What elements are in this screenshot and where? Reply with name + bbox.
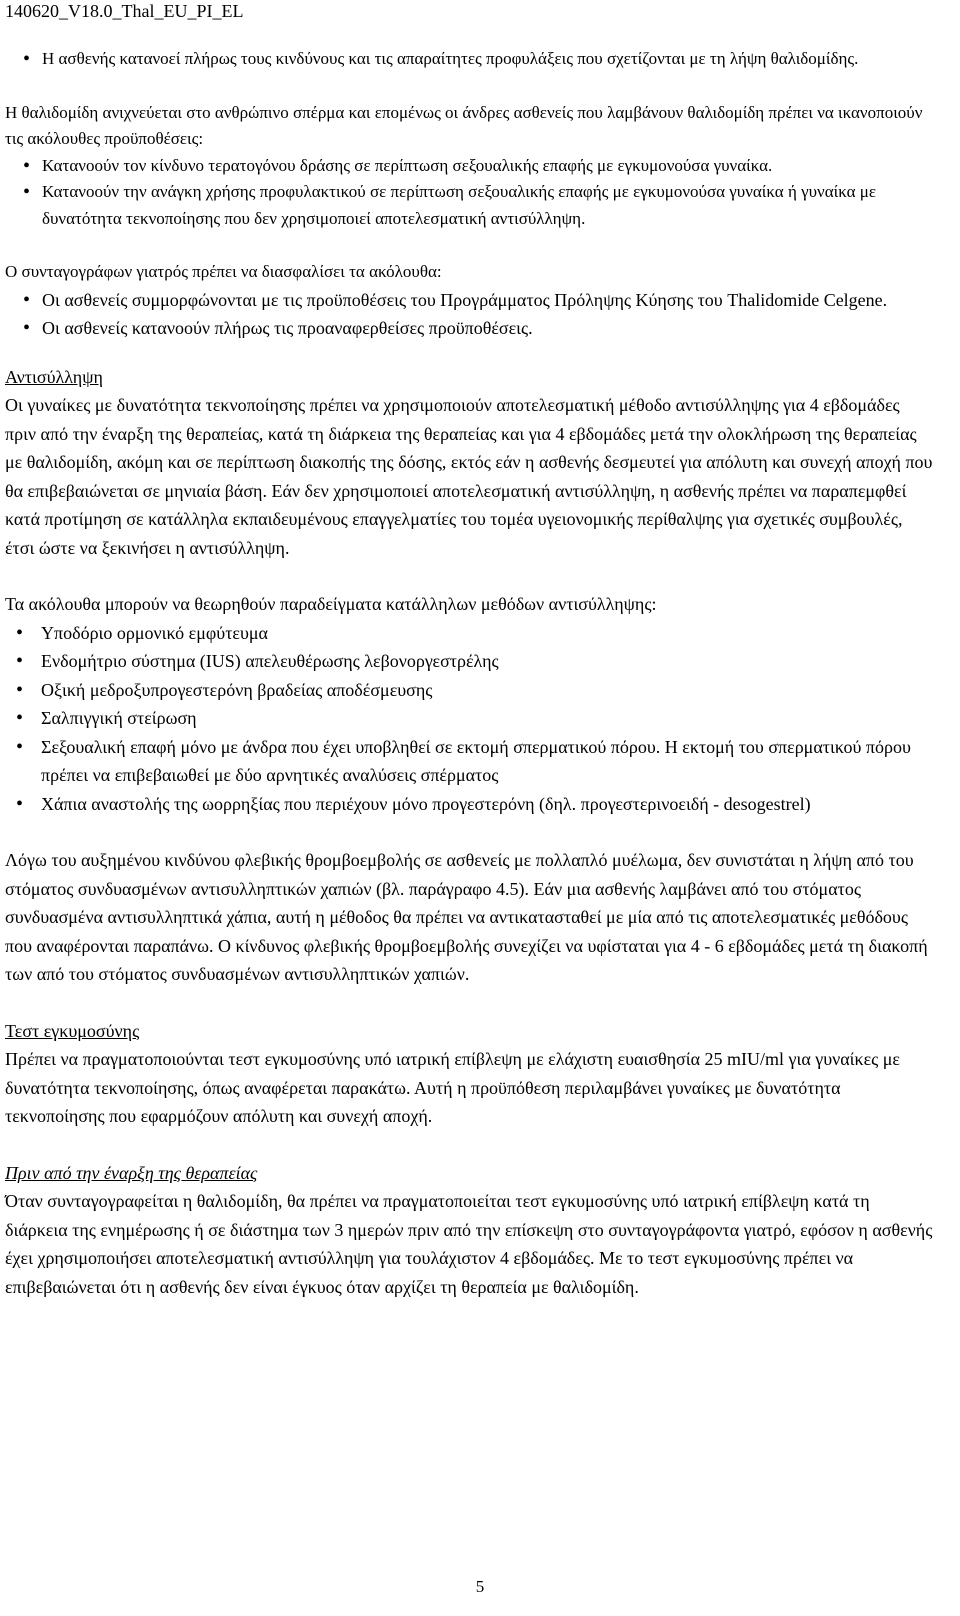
page-number: 5 bbox=[475, 1577, 485, 1596]
prescriber-intro: Ο συνταγογράφων γιατρός πρέπει να διασφαλίσει τα ακόλουθα: bbox=[5, 262, 442, 281]
patient-understanding-list bbox=[5, 46, 935, 73]
list-item: • Υποδόριο ορμονικό εμφύτευμα bbox=[5, 619, 935, 648]
bullet-icon: • bbox=[23, 317, 31, 339]
bullet-icon: • bbox=[23, 48, 31, 70]
vte-paragraph: Λόγω του αυξημένου κινδύνου φλεβικής θρομβοεμβολής σε ασθενείς με πολλαπλό μυέλωμα, δεν συνιστάται η λήψη από του στόματος συνδυασμένων αντισυλληπτικών χαπιών (βλ. παράγραφο 4.5). Εάν μια ασθενής λαμβάνει από του στόματος συνδυασμένα αντισυλληπτικά χάπια, αυτή η μέθοδος θα πρέπει να αντικατασταθεί με μία από τις αποτελεσματικές μεθόδους που αναφέρονται παραπάνω. Ο κίνδυνος φλεβικής θρομβοεμβολής συνεχίζει να υφίσταται για 4 - 6 εβδομάδες μετά τη διακοπή των από του στόματος συνδυασμένων αντισυλληπτικών χαπιών. bbox=[5, 850, 928, 984]
bullet-icon: • bbox=[16, 678, 24, 701]
contraception-methods-list bbox=[5, 619, 935, 819]
document-id-header: 140620_V18.0_Thal_EU_PI_EL bbox=[5, 1, 244, 21]
bullet-icon: • bbox=[16, 735, 24, 758]
list-item: • Σεξουαλική επαφή μόνο με άνδρα που έχει υποβληθεί σε εκτομή σπερματικού πόρου. Η εκτομή του σπερματικού πόρου πρέπει να επιβεβαιωθεί με δύο αρνητικές αναλύσεις σπέρματος bbox=[5, 733, 935, 790]
methods-intro: Τα ακόλουθα μπορούν να θεωρηθούν παραδείγματα κατάλληλων μεθόδων αντισύλληψης: bbox=[5, 594, 657, 614]
bullet-icon: • bbox=[16, 707, 24, 729]
bullet-icon: • bbox=[16, 650, 24, 672]
male-requirements-list bbox=[5, 153, 935, 233]
prescriber-requirements-list bbox=[5, 286, 935, 343]
list-item: • Ενδομήτριο σύστημα (IUS) απελευθέρωσης λεβονοργεστρέλης bbox=[5, 647, 935, 676]
list-item: • Οι ασθενείς συμμορφώνονται με τις προϋποθέσεις του Προγράμματος Πρόληψης Κύησης του Thalidomide Celgene. bbox=[5, 286, 935, 315]
list-item: • Κατανοούν τον κίνδυνο τερατογόνου δράσης σε περίπτωση σεξουαλικής επαφής με εγκυμονούσα γυναίκα. bbox=[5, 153, 935, 180]
pregnancy-test-heading: Τεστ εγκυμοσύνης bbox=[5, 1020, 140, 1041]
list-item: • Χάπια αναστολής της ωορρηξίας που περιέχουν μόνο προγεστερόνη (δηλ. προγεστερινοειδή - desogestrel) bbox=[5, 790, 935, 819]
bullet-icon: • bbox=[16, 792, 24, 815]
before-treatment-paragraph: Όταν συνταγογραφείται η θαλιδομίδη, θα πρέπει να πραγματοποιείται τεστ εγκυμοσύνης υπό ιατρική επίβλεψη κατά τη διάρκεια της ενημέρωσης ή σε διάστημα των 3 ημερών πριν από την επίσκεψη στο συνταγογράφοντα γιατρό, εφόσον η ασθενής έχει χρησιμοποιήσει αποτελεσματική αντισύλληψη για τουλάχιστον 4 εβδομάδες. Με το τεστ εγκυμοσύνης πρέπει να επιβεβαιώνεται ότι η ασθενής δεν είναι έγκυος όταν αρχίζει τη θεραπεία με θαλιδομίδη. bbox=[5, 1191, 933, 1297]
male-patients-intro: Η θαλιδομίδη ανιχνεύεται στο ανθρώπινο σπέρμα και επομένως οι άνδρες ασθενείς που λαμβάνουν θαλιδομίδη πρέπει να ικανοποιούν τις ακόλουθες προϋποθέσεις: bbox=[5, 102, 923, 148]
bullet-icon: • bbox=[23, 288, 31, 311]
list-item: • Οξική μεδροξυπρογεστερόνη βραδείας αποδέσμευσης bbox=[5, 676, 935, 705]
contraception-heading: Αντισύλληψη bbox=[5, 366, 103, 387]
before-treatment-heading: Πριν από την έναρξη της θεραπείας bbox=[5, 1162, 258, 1183]
contraception-paragraph: Οι γυναίκες με δυνατότητα τεκνοποίησης πρέπει να χρησιμοποιούν αποτελεσματική μέθοδο αντισύλληψης για 4 εβδομάδες πριν από την έναρξη της θεραπείας, κατά τη διάρκεια της θεραπείας και για 4 εβδομάδες μετά την ολοκλήρωση της θεραπείας με θαλιδομίδη, ακόμη και σε περίπτωση διακοπής της δόσης, εκτός εάν η ασθενής δεσμευτεί για απόλυτη και συνεχή αποχή που θα επιβεβαιώνεται σε μηνιαία βάση. Εάν δεν χρησιμοποιεί αποτελεσματική αντισύλληψη, η ασθενής πρέπει να παραπεμφθεί κατά προτίμηση σε κατάλληλα εκπαιδευμένους επαγγελματίες του τομέα υγειονομικής περίθαλψης για σχετικές συμβουλές, έτσι ώστε να ξεκινήσει η αντισύλληψη. bbox=[5, 395, 933, 558]
bullet-icon: • bbox=[23, 154, 31, 177]
bullet-icon: • bbox=[16, 621, 24, 644]
document-body bbox=[5, 46, 935, 1301]
pregnancy-test-paragraph: Πρέπει να πραγματοποιούνται τεστ εγκυμοσύνης υπό ιατρική επίβλεψη με ελάχιστη ευαισθησία 25 mIU/ml για γυναίκες με δυνατότητα τεκνοποίησης, όπως αναφέρεται παρακάτω. Αυτή η προϋπόθεση περιλαμβάνει γυναίκες με δυνατότητα τεκνοποίησης που εφαρμόζουν απόλυτη και συνεχή αποχή. bbox=[5, 1049, 900, 1126]
list-item: • Η ασθενής κατανοεί πλήρως τους κινδύνους και τις απαραίτητες προφυλάξεις που σχετίζονται με τη λήψη θαλιδομίδης. bbox=[5, 46, 935, 73]
list-item: • Κατανοούν την ανάγκη χρήσης προφυλακτικού σε περίπτωση σεξουαλικής επαφής με εγκυμονούσα γυναίκα ή γυναίκα με δυνατότητα τεκνοποίησης που δεν χρησιμοποιεί αποτελεσματική αντισύλληψη. bbox=[23, 181, 877, 228]
list-item: • Σαλπιγγική στείρωση bbox=[5, 704, 935, 733]
list-item: • Οι ασθενείς κατανοούν πλήρως τις προαναφερθείσες προϋποθέσεις. bbox=[5, 314, 935, 343]
bullet-icon: • bbox=[23, 181, 31, 203]
